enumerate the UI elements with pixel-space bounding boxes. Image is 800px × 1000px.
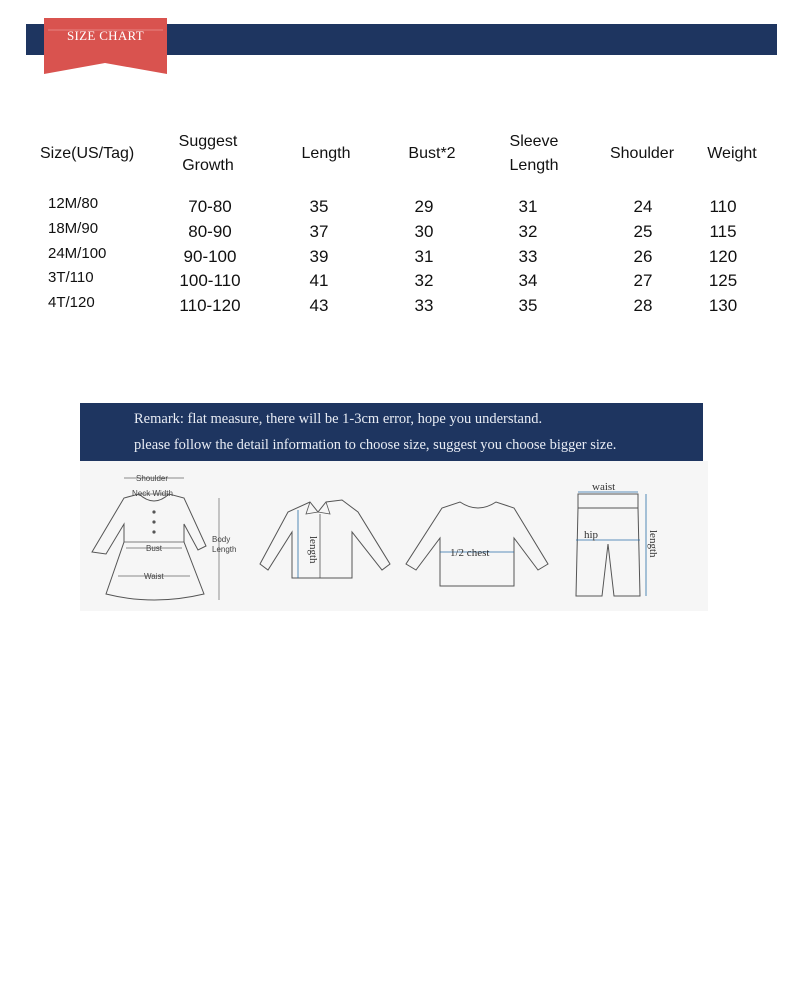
- cell-size: 24M/100: [48, 245, 107, 262]
- cell-sleeve: 32: [518, 222, 538, 241]
- cell-weight: 110: [709, 197, 737, 216]
- remark-line-1: Remark: flat measure, there will be 1-3cm error, hope you understand.: [134, 411, 543, 427]
- cell-shoulder: 28: [633, 296, 653, 315]
- cell-shoulder: 24: [633, 197, 653, 216]
- pants-diagram-icon: [570, 478, 662, 602]
- cell-growth: 110-120: [179, 296, 241, 315]
- dress-neck-width-label: Neck Width: [132, 489, 173, 498]
- cell-growth: 90-100: [183, 247, 237, 266]
- cell-growth: 100-110: [179, 271, 241, 290]
- cell-length: 35: [309, 197, 329, 216]
- cell-size: 12M/80: [48, 195, 99, 212]
- sweater-chest-label: 1/2 chest: [450, 547, 490, 559]
- dress-body-label: Body: [212, 535, 231, 544]
- cell-bust: 29: [414, 197, 434, 216]
- column-header-bust: Bust*2: [408, 145, 456, 162]
- cell-sleeve: 34: [518, 271, 538, 290]
- cell-bust: 33: [414, 296, 434, 315]
- cell-weight: 125: [708, 271, 738, 290]
- sweater-diagram-icon: [404, 498, 550, 590]
- cell-size: 4T/120: [48, 294, 95, 311]
- cell-length: 43: [309, 296, 329, 315]
- shirt-diagram-icon: [258, 496, 394, 580]
- dress-length-label: Length: [212, 545, 237, 554]
- cell-sleeve: 31: [518, 197, 538, 216]
- cell-length: 37: [309, 222, 329, 241]
- shirt-length-label: length: [307, 536, 319, 564]
- cell-growth: 70-80: [188, 197, 232, 216]
- column-header-growth: Growth: [182, 157, 234, 174]
- cell-growth: 80-90: [188, 222, 232, 241]
- cell-weight: 130: [708, 296, 738, 315]
- pants-waist-label: waist: [592, 481, 616, 493]
- remark-line-2: please follow the detail information to choose size, suggest you choose bigger size.: [134, 437, 617, 453]
- column-header-sleeve: Length: [509, 157, 559, 174]
- column-header-size: Size(US/Tag): [40, 145, 135, 162]
- cell-sleeve: 33: [518, 247, 538, 266]
- cell-length: 41: [309, 271, 329, 290]
- cell-bust: 32: [414, 271, 434, 290]
- cell-shoulder: 26: [633, 247, 653, 266]
- cell-shoulder: 25: [633, 222, 653, 241]
- column-header-growth: Suggest: [178, 133, 238, 150]
- cell-sleeve: 35: [518, 296, 538, 315]
- dress-bust-label: Bust: [146, 544, 163, 553]
- cell-length: 39: [309, 247, 329, 266]
- pants-length-label: length: [647, 530, 659, 558]
- dress-shoulder-label: Shoulder: [136, 474, 169, 483]
- cell-size: 3T/110: [48, 269, 94, 286]
- cell-weight: 115: [709, 222, 737, 241]
- cell-size: 18M/90: [48, 220, 99, 237]
- column-header-length: Length: [301, 145, 351, 162]
- cell-shoulder: 27: [633, 271, 653, 290]
- cell-weight: 120: [708, 247, 738, 266]
- dress-waist-label: Waist: [144, 572, 164, 581]
- cell-bust: 31: [414, 247, 434, 266]
- size-table: [0, 0, 800, 340]
- cell-bust: 30: [414, 222, 434, 241]
- pants-hip-label: hip: [584, 529, 599, 541]
- size-chart-title: SIZE CHART: [67, 28, 144, 43]
- column-header-sleeve: Sleeve: [509, 133, 559, 150]
- dress-diagram-icon: [84, 466, 244, 606]
- column-header-weight: Weight: [707, 145, 757, 162]
- column-header-shoulder: Shoulder: [609, 145, 675, 162]
